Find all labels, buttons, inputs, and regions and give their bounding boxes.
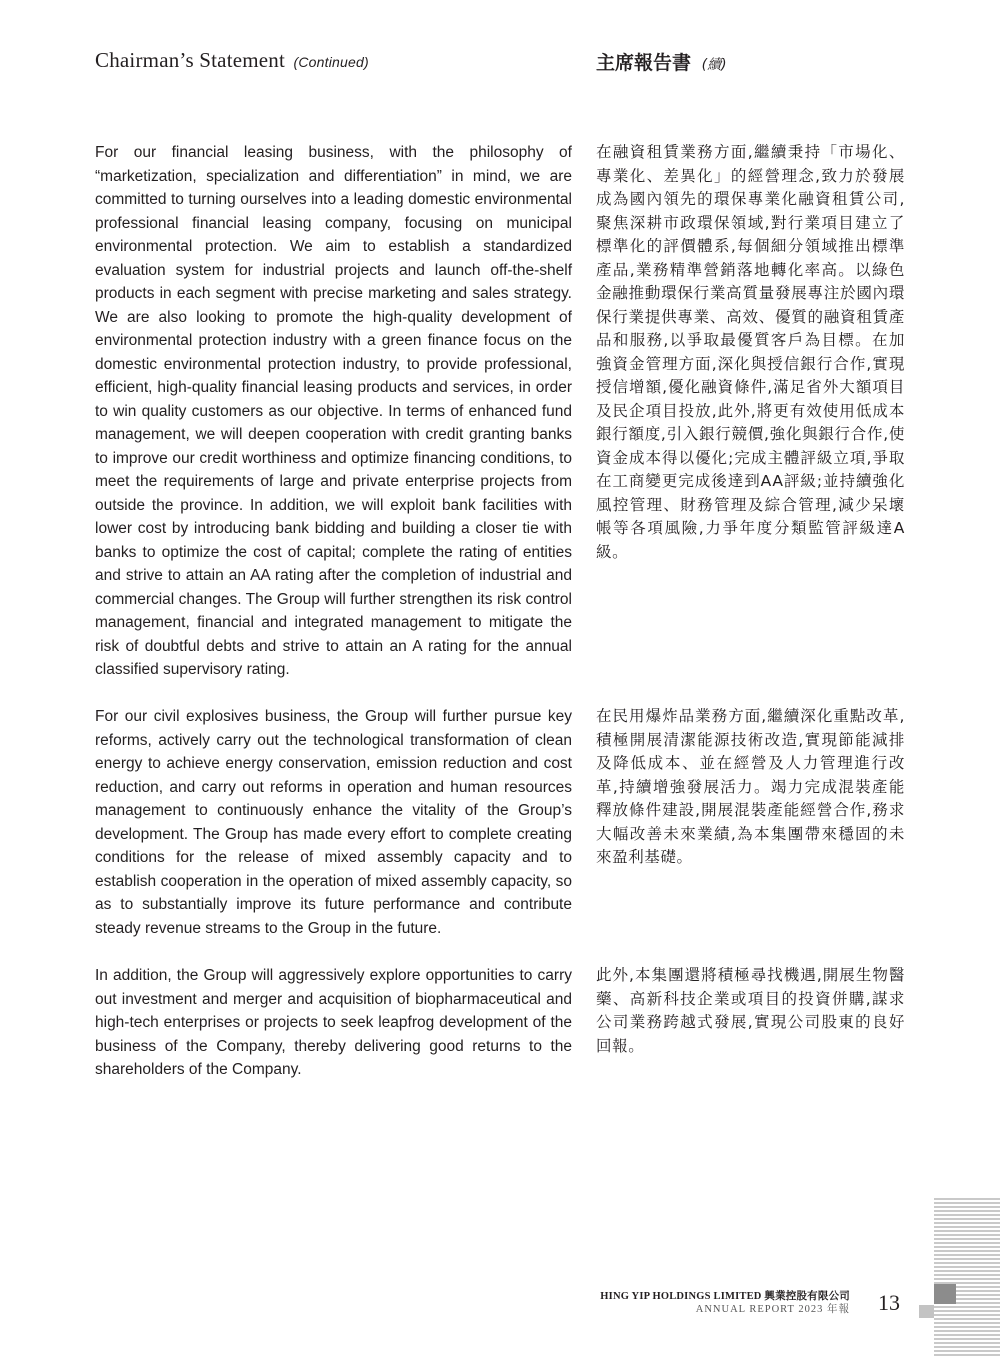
decorative-stripes <box>934 1198 1000 1357</box>
footer-report-title: ANNUAL REPORT 2023 年報 <box>695 1304 850 1315</box>
paragraph-zh-investment: 此外,本集團還將積極尋找機遇,開展生物醫藥、高新科技企業或項目的投資併購,謀求公司業務跨越式發展,實現公司股東的良好回報。 <box>596 966 905 1055</box>
header-title-zh: 主席報告書 <box>596 52 692 74</box>
decorative-square-light <box>919 1305 934 1318</box>
decorative-square-dark <box>934 1284 956 1304</box>
header-continued-en: (Continued) <box>293 54 369 70</box>
page-header-en <box>95 48 369 73</box>
header-title-en: Chairman’s Statement <box>95 48 286 72</box>
paragraph-zh-civil-explosives: 在民用爆炸品業務方面,繼續深化重點改革,積極開展清潔能源技術改造,實現節能減排及降低成本、並在經營及人力管理進行改革,持續增強發展活力。竭力完成混裝產能釋放條件建設,開展混裝產能經營合作,務求大幅改善未來業績,為本集團帶來穩固的未來盈利基礎。 <box>596 707 905 866</box>
header-continued-zh: (續) <box>701 57 727 73</box>
page-header-zh <box>596 48 727 75</box>
page-number: 13 <box>878 1290 900 1315</box>
paragraph-en-financial-leasing: For our financial leasing business, with the philosophy of “marketization, specialization and differentiation” in mind, we are committed to turning ourselves into a leading domestic environmental professional financial leasing company, focusing on municipal environmental protection. We aim to establish a standardized evaluation system for industrial projects and launch off-the-shelf products in each segment with precise marketing and sales strategy. We are also looking to promote the high-quality development of environmental protection industry with a green finance focus on the domestic environmental protection industry, to provide professional, efficient, high-quality financial leasing products and services, in order to win quality customers as our objective. In terms of enhanced fund management, we will deepen cooperation with credit granting banks to improve our credit worthiness and optimize financing conditions, to meet the requirements of large and private enterprise projects from outside the province. In addition, we will exploit bank facilities with lower cost by introducing bank bidding and building a closer tie with banks to optimize the cost of capital; complete the rating of entities and strive to attain an AA rating after the completion of industrial and commercial changes. The Group will further strengthen its risk control management, financial and integrated management to mitigate the risk of doubtful debts and strive to attain an A rating for the annual classified supervisory rating. <box>95 144 572 678</box>
paragraph-en-investment: In addition, the Group will aggressively explore opportunities to carry out investment and merger and acquisition of biopharmaceutical and high-tech enterprises or projects to seek leapfrog development of the business of the Company, thereby delivering good returns to the shareholders of the Company. <box>95 967 572 1078</box>
paragraph-en-civil-explosives: For our civil explosives business, the Group will further pursue key reforms, actively carry out the technological transformation of clean energy to achieve energy conservation, emission reduction and cost reduction, and carry out reforms in operation and human resources management to continuously enhance the vitality of the Group’s development. The Group has made every effort to complete creating conditions for the release of mixed assembly capacity and to establish cooperation in the operation of mixed assembly capacity, so as to substantially improve its future performance and contribute steady revenue streams to the Group in the future. <box>95 708 572 937</box>
paragraph-zh-financial-leasing: 在融資租賃業務方面,繼續秉持「市場化、專業化、差異化」的經營理念,致力於發展成為國內領先的環保專業化融資租賃公司,聚焦深耕市政環保領域,對行業項目建立了標準化的評價體系,每個細分領域推出標準產品,業務精準營銷落地轉化率高。以綠色金融推動環保行業高質量發展專注於國內環保行業提供專業、高效、優質的融資租賃產品和服務,以爭取最優質客戶為目標。在加強資金管理方面,深化與授信銀行合作,實現授信增額,優化融資條件,滿足省外大額項目及民企項目投放,此外,將更有效使用低成本銀行額度,引入銀行競價,強化與銀行合作,使資金成本得以優化;完成主體評級立項,爭取在工商變更完成後達到AA評級;並持續強化風控管理、財務管理及綜合管理,減少呆壞帳等各項風險,力爭年度分類監管評級達A級。 <box>596 143 905 561</box>
footer-company-name: HING YIP HOLDINGS LIMITED 興業控股有限公司 <box>600 1291 850 1302</box>
